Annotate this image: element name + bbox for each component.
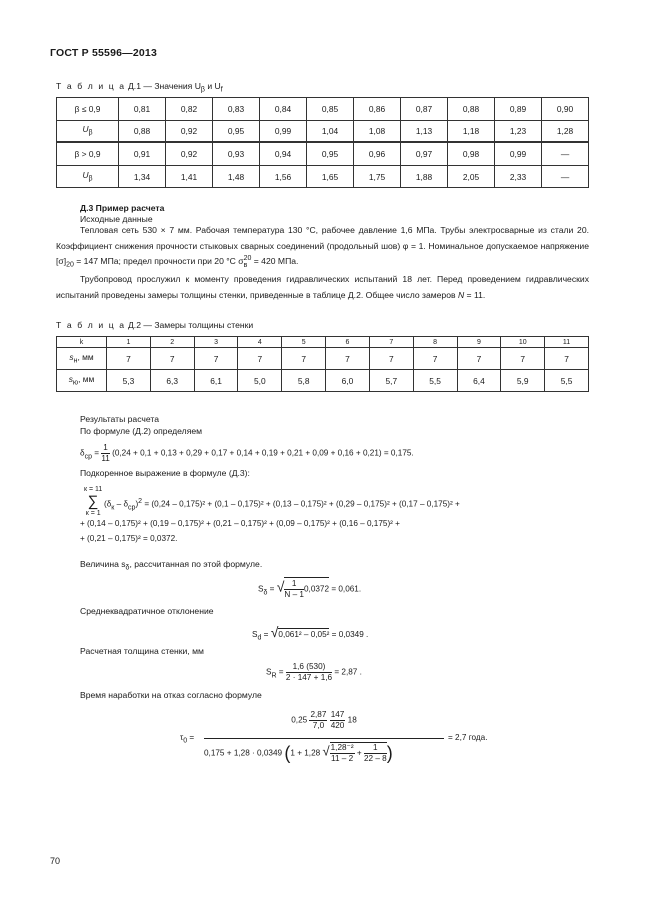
table1-cell: 0,87 (401, 98, 448, 121)
table2-header-cell: 1 (107, 337, 151, 348)
table1-cell: 0,97 (401, 142, 448, 166)
sum-operator: к = 11 ∑ к = 1 (84, 486, 103, 517)
table1-row-label: β ≤ 0,9 (57, 98, 119, 121)
table1-cell: 0,93 (213, 142, 260, 166)
sum-line-1: $(\delta_к - \delta_{ср})^2 = (0,24 - 0,175)^2 + (0,1 - 0,175)^2 + (0,13 - 0,175)^2 + (0,29 - 0,175)^2 + (0,17 - 0,175)^2$ + (104, 498, 460, 512)
table2-cell: 7 (413, 348, 457, 370)
table2-header-cell: 8 (413, 337, 457, 348)
table1-cell: 1,88 (401, 166, 448, 188)
table2-cell: 7 (107, 348, 151, 370)
table2-cell: 6,1 (194, 370, 238, 392)
table2-row-label: $s_н$, мм (57, 348, 107, 370)
paragraph-input-data: Тепловая сеть 530 × 7 мм. Рабочая температура 130 °С, рабочее давление 1,6 МПа. Трубы электросварные из стали 20. Коэффициент снижения прочности стыковых сварных соединений (продольный шов) φ = 1. Номинальное допускаемое напряжение $[\sigma]_{20} = 147$ МПа; предел прочности при 20 °С σ 20 в = 420 МПа. (56, 225, 589, 269)
table2-cell: 7 (194, 348, 238, 370)
table2-cell: 7 (282, 348, 326, 370)
table2-cell: 7 (501, 348, 545, 370)
table1-cell: 1,23 (495, 121, 542, 142)
table1-cell: 1,75 (354, 166, 401, 188)
value-s-text: Величина $s_\delta$, рассчитанная по этой формуле. (80, 559, 263, 572)
document-header: ГОСТ Р 55596—2013 (50, 47, 158, 59)
table2-cell: 5,5 (545, 370, 589, 392)
sum-line-2: + (0,14 – 0,175)² + (0,19 – 0,175)² + (0,21 – 0,175)² + (0,09 – 0,175)² + (0,16 – 0,175)² + (80, 519, 400, 528)
table2-cell: 5,3 (107, 370, 151, 392)
table2-cell: 5,9 (501, 370, 545, 392)
sum-line-3: + (0,21 – 0,175)² = 0,0372. (80, 534, 178, 543)
table1-cell: 0,90 (542, 98, 589, 121)
table2-cell: 7 (326, 348, 370, 370)
table1-row (57, 98, 589, 121)
table2-header-cell: 6 (326, 337, 370, 348)
table1-row (57, 166, 589, 188)
table2-caption: Т а б л и ц а Д.2 — Замеры толщины стенки (56, 320, 254, 330)
table1-cell: 0,92 (166, 142, 213, 166)
table2-cell: 6,0 (326, 370, 370, 392)
table2-header-cell: 7 (369, 337, 413, 348)
radicand-text: Подкоренное выражение в формуле (Д.3): (80, 468, 250, 478)
table2-cell: 7 (545, 348, 589, 370)
table1-caption: Т а б л и ц а Д.1 — Значения $U_\beta$ и $U_f$ (56, 81, 223, 94)
table2-header-cell: 2 (150, 337, 194, 348)
table1-row-label: β > 0,9 (57, 142, 119, 166)
table1-cell: 0,88 (448, 98, 495, 121)
table1-cell: 0,84 (260, 98, 307, 121)
page-number: 70 (50, 856, 61, 866)
formula-s-delta: $S_\delta$ = √ $\frac{1}{N - 1}$ 0,0372 = 0,061. (258, 578, 362, 599)
table1-cell: 0,99 (495, 142, 542, 166)
table2-cell: 6,4 (457, 370, 501, 392)
formula-sd: $S_d = √0,061^2 - 0,05^2 = 0,0349$ . (252, 624, 369, 642)
table1-cell: 0,95 (213, 121, 260, 142)
section-subtitle: Исходные данные (80, 214, 153, 224)
table1-row-label: $U_\beta$ (57, 121, 119, 142)
table1-cell: 0,85 (307, 98, 354, 121)
table2-header-cell: k (57, 337, 107, 348)
section-title: Д.3 Пример расчета (80, 203, 165, 213)
table2-cell: 6,3 (150, 370, 194, 392)
table2-cell: 5,0 (238, 370, 282, 392)
table1-cell: 0,86 (354, 98, 401, 121)
paragraph-service: Трубопровод прослужил к моменту проведения гидравлических испытаний 18 лет. Перед проведением гидравлических испытаний проведены замеры толщины стенки, приведенные в таблице Д.2. Общее число замеров N = 11. (56, 274, 589, 300)
table1-cell: 2,33 (495, 166, 542, 188)
table1-cell: — (542, 166, 589, 188)
table2-cell: 7 (457, 348, 501, 370)
formula-sr: $S_R$ = $\frac{1,6 (530)}{2 \cdot 147 + 1,6}$ = 2,87 . (266, 662, 362, 682)
table1-row (57, 142, 589, 166)
table2-row-label: $s_ю$, мм (57, 370, 107, 392)
table1-cell: 2,05 (448, 166, 495, 188)
table2-header-cell: 3 (194, 337, 238, 348)
table2-header-cell: 9 (457, 337, 501, 348)
table2-row (57, 370, 589, 392)
table1-cell: 1,65 (307, 166, 354, 188)
table2-row (57, 348, 589, 370)
table-d1 (56, 97, 589, 188)
table1-cell: 0,92 (166, 121, 213, 142)
table1-cell: 0,81 (119, 98, 166, 121)
table1-cell: 0,98 (448, 142, 495, 166)
table1-cell: 1,13 (401, 121, 448, 142)
table2-header-row (57, 337, 589, 348)
table1-cell: 0,82 (166, 98, 213, 121)
table2-cell: 5,7 (369, 370, 413, 392)
table2-header-cell: 11 (545, 337, 589, 348)
table2-cell: 7 (150, 348, 194, 370)
table2-header-cell: 10 (501, 337, 545, 348)
results-by-formula: По формуле (Д.2) определяем (80, 426, 203, 436)
wall-thickness-text: Расчетная толщина стенки, мм (80, 646, 204, 656)
table1-cell: 0,88 (119, 121, 166, 142)
table2-cell: 7 (238, 348, 282, 370)
table1-cell: 1,56 (260, 166, 307, 188)
std-deviation-text: Среднеквадратичное отклонение (80, 606, 214, 616)
table1-row (57, 121, 589, 142)
table2-header-cell: 5 (282, 337, 326, 348)
table1-cell: 0,95 (307, 142, 354, 166)
table2-cell: 5,5 (413, 370, 457, 392)
results-title: Результаты расчета (80, 414, 159, 424)
table1-cell: 0,89 (495, 98, 542, 121)
formula-delta-mean: $\delta_{ср}$ = $\frac{1}{11}$ (0,24 + 0,1 + 0,13 + 0,29 + 0,17 + 0,14 + 0,19 + 0,21 + 0,09 + 0,16 + 0,21) = 0,175. (80, 443, 414, 463)
table2-cell: 5,8 (282, 370, 326, 392)
table1-cell: — (542, 142, 589, 166)
table2-header-cell: 4 (238, 337, 282, 348)
table1-row-label: $U_\beta$ (57, 166, 119, 188)
table1-cell: 1,04 (307, 121, 354, 142)
table1-cell: 0,94 (260, 142, 307, 166)
table1-cell: 1,28 (542, 121, 589, 142)
table1-cell: 0,91 (119, 142, 166, 166)
table1-cell: 0,96 (354, 142, 401, 166)
table1-cell: 0,99 (260, 121, 307, 142)
table-d2 (56, 336, 589, 392)
table1-cell: 1,18 (448, 121, 495, 142)
table1-cell: 1,41 (166, 166, 213, 188)
mtbf-text: Время наработки на отказ согласно формуле (80, 690, 262, 700)
table1-cell: 0,83 (213, 98, 260, 121)
table2-cell: 7 (369, 348, 413, 370)
table1-cell: 1,48 (213, 166, 260, 188)
table1-cell: 1,08 (354, 121, 401, 142)
table1-cell: 1,34 (119, 166, 166, 188)
